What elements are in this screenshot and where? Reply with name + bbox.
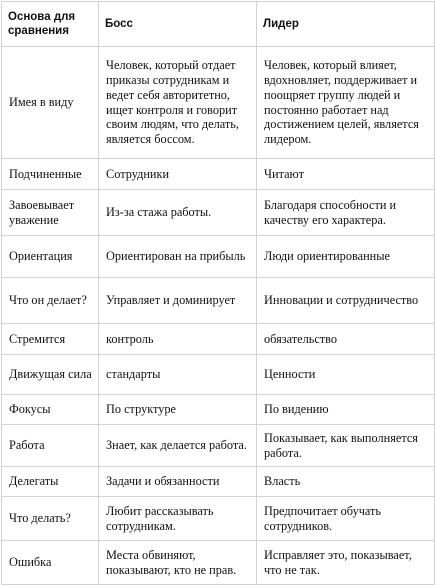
boss-cell: Задачи и обязанности [99, 467, 257, 497]
table-row [2, 541, 435, 585]
leader-cell: Власть [257, 467, 435, 497]
table-row [2, 278, 435, 324]
leader-cell: Показывает, как выполняется работа. [257, 425, 435, 467]
boss-cell: По структуре [99, 395, 257, 425]
leader-cell: обязательство [257, 324, 435, 355]
row-label: Подчиненные [2, 159, 99, 190]
leader-cell: Предпочитает обучать сотрудников. [257, 497, 435, 541]
leader-cell: Человек, который влияет, вдохновляет, поддерживает и поощряет группу людей и постоянно работает над достижением целей, является лидером. [257, 47, 435, 159]
row-label: Стремится [2, 324, 99, 355]
header-row [2, 2, 435, 47]
leader-cell: Люди ориентированные [257, 236, 435, 278]
boss-cell: Места обвиняют, показывают, кто не прав. [99, 541, 257, 585]
table-row [2, 47, 435, 159]
table-row [2, 497, 435, 541]
header-basis: Основа для сравнения [2, 2, 99, 47]
boss-cell: Из-за стажа работы. [99, 190, 257, 236]
row-label: Имея в виду [2, 47, 99, 159]
boss-cell: Ориентирован на прибыль [99, 236, 257, 278]
header-boss: Босс [99, 2, 257, 47]
leader-cell: Ценности [257, 355, 435, 395]
table-row [2, 324, 435, 355]
boss-cell: контроль [99, 324, 257, 355]
row-label: Что делать? [2, 497, 99, 541]
leader-cell: По видению [257, 395, 435, 425]
row-label: Ошибка [2, 541, 99, 585]
comparison-table [1, 1, 435, 585]
table-row [2, 467, 435, 497]
table-row [2, 159, 435, 190]
leader-cell: Исправляет это, показывает, что не так. [257, 541, 435, 585]
row-label: Движущая сила [2, 355, 99, 395]
table-row [2, 355, 435, 395]
leader-cell: Инновации и сотрудничество [257, 278, 435, 324]
boss-cell: Человек, который отдает приказы сотрудникам и ведет себя авторитетно, ищет контроля и говорит своим людям, что делать, является боссом. [99, 47, 257, 159]
header-leader: Лидер [257, 2, 435, 47]
row-label: Ориентация [2, 236, 99, 278]
boss-cell: Сотрудники [99, 159, 257, 190]
boss-cell: Знает, как делается работа. [99, 425, 257, 467]
leader-cell: Благодаря способности и качеству его характера. [257, 190, 435, 236]
row-label: Что он делает? [2, 278, 99, 324]
row-label: Фокусы [2, 395, 99, 425]
row-label: Работа [2, 425, 99, 467]
boss-cell: Любит рассказывать сотрудникам. [99, 497, 257, 541]
table-row [2, 425, 435, 467]
row-label: Завоевывает уважение [2, 190, 99, 236]
table-row [2, 236, 435, 278]
boss-cell: Управляет и доминирует [99, 278, 257, 324]
table-row [2, 190, 435, 236]
boss-cell: стандарты [99, 355, 257, 395]
row-label: Делегаты [2, 467, 99, 497]
leader-cell: Читают [257, 159, 435, 190]
table-row [2, 395, 435, 425]
